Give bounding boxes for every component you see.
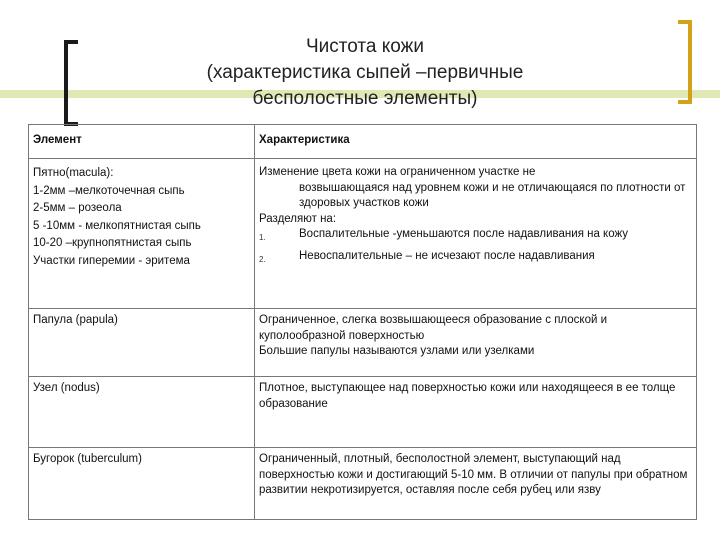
element-line: 5 -10мм - мелкопятнистая сыпь bbox=[33, 219, 201, 232]
header-element: Элемент bbox=[29, 125, 255, 159]
table-row bbox=[29, 377, 697, 448]
characteristic-cell bbox=[255, 377, 697, 448]
title-line-1: Чистота кожи bbox=[306, 36, 424, 57]
list-text: Невоспалительные – не исчезают после надавливания bbox=[299, 249, 595, 262]
table-row bbox=[29, 159, 697, 309]
characteristic-cell bbox=[255, 159, 697, 309]
element-cell: Бугорок (tuberculum) bbox=[29, 448, 255, 520]
title-line-2: (характеристика сыпей –первичные bbox=[206, 62, 524, 83]
list-item bbox=[259, 227, 692, 246]
description-line: Плотное, выступающее над поверхностью кожи или находящееся в ее толще образование bbox=[259, 382, 676, 410]
characteristic-cell bbox=[255, 309, 697, 377]
element-cell bbox=[29, 159, 255, 309]
description-line: Ограниченное, слегка возвышающееся образование с плоской и куполообразной поверхностью bbox=[259, 314, 608, 342]
element-line: Участки гиперемии - эритема bbox=[33, 254, 190, 267]
characteristic-cell bbox=[255, 448, 697, 520]
right-bracket-decoration bbox=[678, 20, 692, 104]
table-header-row bbox=[29, 125, 697, 159]
left-bracket-decoration bbox=[64, 40, 78, 126]
element-line: Пятно(macula): bbox=[33, 167, 114, 179]
description-line: Изменение цвета кожи на ограниченном участке не bbox=[259, 166, 536, 178]
element-line: 1-2мм –мелкоточечная сыпь bbox=[33, 184, 185, 197]
rash-elements-table bbox=[28, 124, 697, 520]
description-subhead: Разделяют на: bbox=[259, 212, 337, 225]
header-characteristic: Характеристика bbox=[255, 125, 697, 159]
list-text: Воспалительные -уменьшаются после надавливания на кожу bbox=[299, 228, 629, 240]
table-row bbox=[29, 309, 697, 377]
list-number: 2. bbox=[259, 254, 266, 264]
title-line-3: бесполостные элементы) bbox=[252, 88, 478, 109]
slide-title bbox=[130, 34, 600, 112]
table-row bbox=[29, 448, 697, 520]
description-line: Ограниченный, плотный, бесполостной элемент, выступающий над поверхностью кожи и достигающий 5-10 мм. В отличии от папулы при обратном развитии некротизируется, оставляя после себя рубец или язву bbox=[259, 453, 688, 496]
description-line: Большие папулы называются узлами или узелками bbox=[259, 345, 535, 357]
element-line: 2-5мм – розеола bbox=[33, 202, 122, 214]
element-cell: Узел (nodus) bbox=[29, 377, 255, 448]
description-indent: возвышающаяся над уровнем кожи и не отличающаяся по плотности от здоровых участков кожи bbox=[299, 181, 686, 209]
element-cell: Папула (papula) bbox=[29, 309, 255, 377]
list-item bbox=[259, 249, 692, 268]
list-number: 1. bbox=[259, 233, 266, 242]
element-line: 10-20 –крупнопятнистая сыпь bbox=[33, 237, 192, 249]
